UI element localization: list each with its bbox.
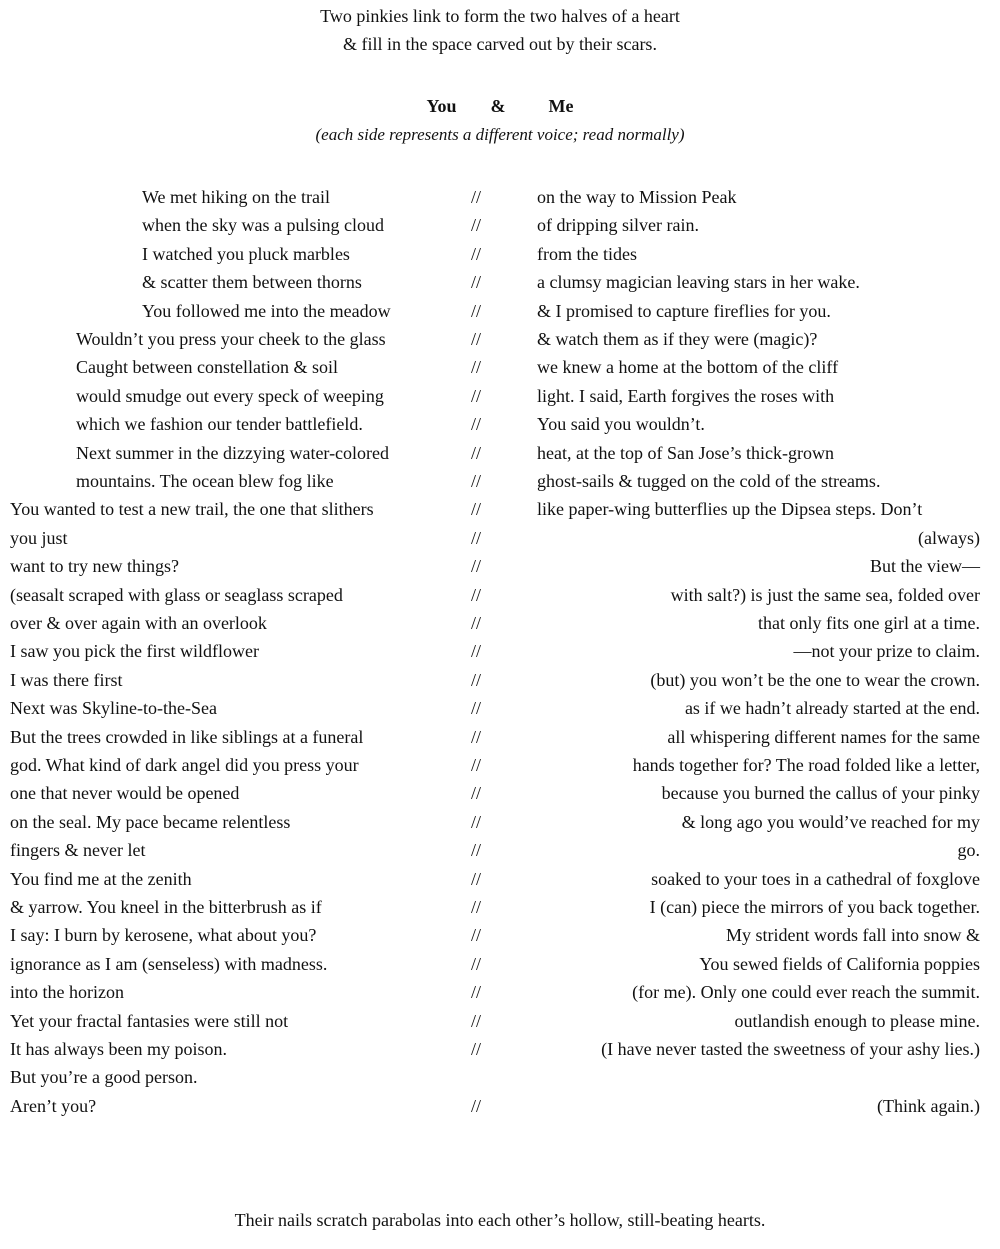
voice-separator: // — [471, 215, 482, 236]
voice-separator: // — [471, 669, 482, 690]
poem-line — [0, 1009, 1000, 1037]
voice-separator: // — [471, 556, 482, 577]
poem-line — [0, 1094, 1000, 1122]
you-voice-text: Caught between constellation & soil — [76, 357, 338, 378]
poem-line — [0, 1065, 1000, 1093]
poem-line — [0, 355, 1000, 383]
voice-separator: // — [471, 641, 482, 662]
me-voice-text: & watch them as if they were (magic)? — [537, 329, 818, 349]
you-voice-text: We met hiking on the trail — [142, 187, 331, 207]
me-voice-text: ghost-sails & tugged on the cold of the streams. — [537, 471, 881, 491]
you-voice-text: ignorance as I am (senseless) with madness. — [10, 953, 328, 974]
you-voice-text: Wouldn’t you press your cheek to the glass — [76, 329, 386, 349]
me-voice-text: heat, at the top of San Jose’s thick-grown — [537, 442, 834, 463]
you-voice-text: You find me at the zenith — [10, 868, 192, 889]
me-voice-text: I (can) piece the mirrors of you back together. — [649, 897, 980, 917]
me-voice-text: (always) — [918, 527, 980, 548]
poem-line — [0, 242, 1000, 270]
me-voice-text: on the way to Mission Peak — [537, 187, 737, 207]
you-voice-text: would smudge out every speck of weeping — [76, 385, 384, 406]
voice-separator: // — [471, 187, 482, 207]
poem-line — [0, 668, 1000, 696]
me-voice-text: You sewed fields of California poppies — [699, 953, 980, 974]
voice-separator: // — [471, 442, 482, 463]
voice-separator: // — [471, 982, 482, 1003]
poem-line — [0, 810, 1000, 838]
poem-line — [0, 923, 1000, 951]
me-voice-text: hands together for? The road folded like a letter, — [632, 755, 980, 775]
you-voice-text: you just — [10, 527, 68, 548]
poem-line — [0, 611, 1000, 639]
you-voice-text: I watched you pluck marbles — [142, 243, 350, 264]
me-voice-text: light. I said, Earth forgives the roses with — [537, 385, 835, 406]
voice-separator: // — [471, 584, 482, 605]
voice-separator: // — [471, 897, 482, 917]
poem-line — [0, 838, 1000, 866]
voice-separator: // — [471, 527, 482, 548]
you-voice-text: Aren’t you? — [10, 1095, 97, 1116]
me-voice-text: (I have never tasted the sweetness of your ashy lies.) — [601, 1039, 980, 1059]
you-voice-text: But you’re a good person. — [10, 1067, 198, 1088]
poem-line — [0, 696, 1000, 724]
voice-separator: // — [471, 300, 482, 321]
poem-line — [0, 497, 1000, 525]
me-voice-text: a clumsy magician leaving stars in her wake. — [537, 272, 860, 293]
me-voice-text: of dripping silver rain. — [537, 215, 699, 236]
you-voice-text: Next was Skyline-to-the-Sea — [10, 698, 217, 719]
voice-separator: // — [471, 726, 482, 747]
poem-line — [0, 185, 1000, 213]
voice-separator: // — [471, 840, 482, 861]
you-voice-text: & yarrow. You kneel in the bitterbrush as if — [10, 897, 322, 917]
poem-line — [0, 384, 1000, 412]
poem-line — [0, 270, 1000, 298]
voice-separator: // — [471, 329, 482, 349]
voice-separator: // — [471, 868, 482, 889]
me-voice-text: because you burned the callus of your pinky — [661, 783, 980, 804]
me-voice-text: from the tides — [537, 243, 637, 264]
you-voice-text: You followed me into the meadow — [142, 300, 391, 321]
poem-line — [0, 1037, 1000, 1065]
poem-line — [0, 753, 1000, 781]
voice-separator: // — [471, 272, 482, 293]
me-voice-text: all whispering different names for the same — [667, 726, 980, 747]
me-voice-text: as if we hadn’t already started at the end. — [684, 698, 980, 719]
me-voice-text: we knew a home at the bottom of the cliff — [537, 357, 839, 378]
you-voice-text: But the trees crowded in like siblings at a funeral — [10, 726, 364, 747]
poem-line — [0, 867, 1000, 895]
voice-separator: // — [471, 357, 482, 378]
poem-line — [0, 583, 1000, 611]
poem-line — [0, 412, 1000, 440]
poem-line — [0, 952, 1000, 980]
closing-line: Their nails scratch parabolas into each other’s hollow, still-beating hearts. — [234, 1210, 766, 1230]
voice-separator: // — [471, 243, 482, 264]
me-voice-text: But the view— — [870, 556, 980, 577]
you-voice-text: fingers & never let — [10, 840, 146, 861]
me-voice-text: & I promised to capture fireflies for you. — [537, 300, 831, 321]
you-voice-text: on the seal. My pace became relentless — [10, 811, 291, 832]
you-voice-text: which we fashion our tender battlefield. — [76, 414, 363, 435]
poem-line — [0, 725, 1000, 753]
me-voice-text: soaked to your toes in a cathedral of foxglove — [651, 868, 980, 889]
voice-separator: // — [471, 613, 482, 633]
me-voice-text: (for me). Only one could ever reach the summit. — [632, 982, 980, 1003]
you-voice-text: mountains. The ocean blew fog like — [76, 471, 334, 491]
you-voice-text: Yet your fractal fantasies were still not — [10, 1010, 289, 1031]
me-voice-text: (Think again.) — [877, 1095, 980, 1116]
voice-separator: // — [471, 414, 482, 435]
me-voice-text: that only fits one girl at a time. — [758, 613, 980, 633]
voice-separator: // — [471, 953, 482, 974]
you-voice-text: when the sky was a pulsing cloud — [142, 215, 384, 236]
intro-line-2: & fill in the space carved out by their scars. — [343, 34, 657, 54]
me-voice-text: My strident words fall into snow & — [726, 925, 980, 946]
me-voice-text: —not your prize to claim. — [793, 641, 980, 662]
you-voice-text: one that never would be opened — [10, 783, 240, 804]
voice-separator: // — [471, 471, 482, 491]
heading-ampersand: & — [490, 96, 506, 116]
poem-line — [0, 895, 1000, 923]
intro-line-1: Two pinkies link to form the two halves of a heart — [320, 6, 680, 26]
you-voice-text: (seasalt scraped with glass or seaglass scraped — [10, 584, 343, 605]
heading-me: Me — [548, 96, 574, 116]
reading-instruction: (each side represents a different voice; read normally) — [315, 125, 685, 144]
poem-line — [0, 554, 1000, 582]
me-voice-text: like paper-wing butterflies up the Dipsea steps. Don’t — [537, 499, 923, 520]
voice-separator: // — [471, 755, 482, 775]
me-voice-text: You said you wouldn’t. — [537, 414, 705, 435]
poem-line — [0, 469, 1000, 497]
you-voice-text: I say: I burn by kerosene, what about you? — [10, 925, 317, 946]
you-voice-text: You wanted to test a new trail, the one that slithers — [10, 499, 374, 520]
you-voice-text: & scatter them between thorns — [142, 272, 362, 293]
poem-line — [0, 526, 1000, 554]
poem-line — [0, 213, 1000, 241]
me-voice-text: outlandish enough to please mine. — [734, 1010, 980, 1031]
poem-line — [0, 639, 1000, 667]
poem-line — [0, 781, 1000, 809]
you-voice-text: I was there first — [10, 669, 123, 690]
me-voice-text: & long ago you would’ve reached for my — [681, 811, 980, 832]
voice-separator: // — [471, 1039, 482, 1059]
poem-line — [0, 299, 1000, 327]
poem-line — [0, 980, 1000, 1008]
you-voice-text: god. What kind of dark angel did you press your — [10, 755, 359, 775]
voice-separator: // — [471, 499, 482, 520]
you-voice-text: into the horizon — [10, 982, 124, 1003]
heading-you: You — [426, 96, 457, 116]
voice-separator: // — [471, 1010, 482, 1031]
me-voice-text: (but) you won’t be the one to wear the crown. — [650, 669, 980, 690]
me-voice-text: go. — [957, 840, 980, 861]
voice-separator: // — [471, 925, 482, 946]
voice-separator: // — [471, 811, 482, 832]
voice-separator: // — [471, 385, 482, 406]
voice-separator: // — [471, 783, 482, 804]
you-voice-text: Next summer in the dizzying water-colored — [76, 442, 390, 463]
you-voice-text: I saw you pick the first wildflower — [10, 641, 259, 662]
poem-line — [0, 327, 1000, 355]
you-voice-text: It has always been my poison. — [10, 1039, 227, 1059]
voice-separator: // — [471, 1095, 482, 1116]
voice-separator: // — [471, 698, 482, 719]
you-voice-text: want to try new things? — [10, 556, 179, 577]
you-voice-text: over & over again with an overlook — [10, 613, 267, 633]
poem-line — [0, 441, 1000, 469]
me-voice-text: with salt?) is just the same sea, folded over — [670, 584, 980, 605]
